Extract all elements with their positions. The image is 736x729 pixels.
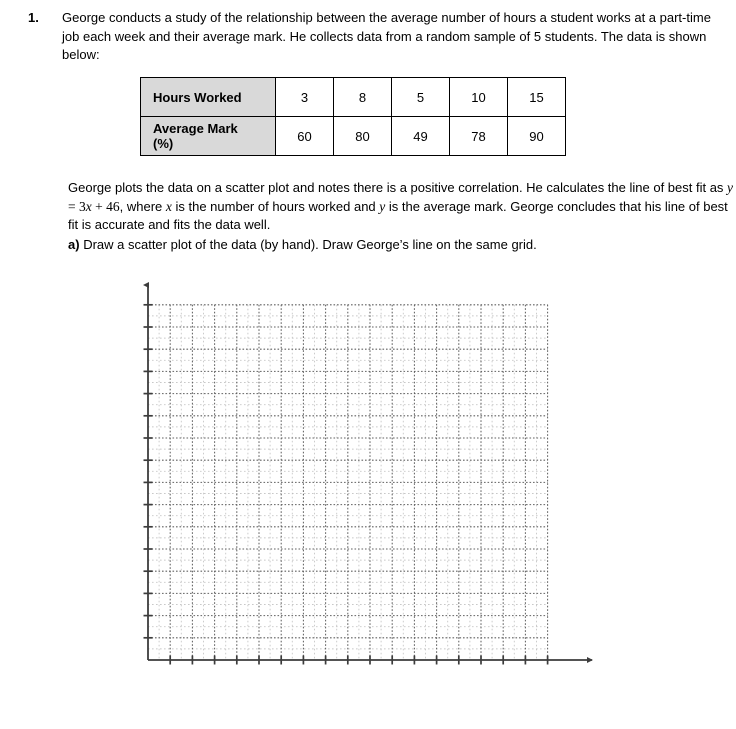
equation-y: y (727, 180, 734, 195)
paragraph-sentence-3: is the number of hours worked and (171, 198, 380, 214)
paragraph-sentence-1: George plots the data on a scatter plot and notes there is a positive correlation. He calculates the line of best fit as (68, 180, 728, 195)
cell-hours-4: 10 (450, 78, 508, 117)
cell-hours-3: 5 (392, 78, 450, 117)
question-block (0, 0, 736, 65)
data-table (140, 77, 566, 156)
equation-x: x (85, 198, 92, 214)
paragraph-sentence-2: , where (119, 198, 166, 214)
paragraph-x-variable: x (165, 198, 172, 214)
equation-plus: + (91, 198, 107, 214)
table-row (141, 78, 566, 117)
row-header-average-mark (141, 117, 276, 156)
cell-mark-5: 90 (508, 117, 566, 156)
grid-major-lines (148, 305, 548, 660)
cell-mark-3: 49 (392, 117, 450, 156)
equation-equals: = (68, 198, 79, 214)
paragraph-block (68, 179, 736, 235)
question-number: 1. (28, 10, 39, 25)
question-text: George conducts a study of the relationship between the average number of hours a student works at a part-time job each week and their average mark. He collects data from a random sample of 5 students. The data is shown below: (62, 10, 711, 62)
row-header-label: Hours Worked (153, 89, 242, 105)
axis-ticks (144, 305, 548, 665)
table-row (141, 117, 566, 156)
cell-mark-2: 80 (334, 117, 392, 156)
row-header-label: Average Mark (153, 121, 238, 136)
grid-svg (130, 275, 610, 685)
paragraph-y-variable: y (379, 198, 386, 214)
cell-hours-2: 8 (334, 78, 392, 117)
data-table-container (140, 77, 566, 156)
cell-hours-1: 3 (276, 78, 334, 117)
scatter-plot-grid[interactable] (130, 275, 610, 685)
question-row (0, 0, 736, 65)
row-header-hours-worked (141, 78, 276, 117)
part-a-text: Draw a scatter plot of the data (by hand). Draw George’s line on the same grid. (83, 237, 537, 252)
equation-intercept: 46 (106, 198, 120, 214)
paragraph-text (68, 179, 736, 235)
equation-coefficient: 3 (79, 198, 86, 214)
part-a-label: a) (68, 237, 80, 252)
cell-mark-4: 78 (450, 117, 508, 156)
paragraph-sentence-4: is the average mark. George concludes that his line of best fit is accurate and fits the data well. (68, 198, 728, 232)
cell-hours-5: 15 (508, 78, 566, 117)
cell-mark-1: 60 (276, 117, 334, 156)
row-header-label-unit: (%) (153, 136, 174, 151)
part-a-block (68, 236, 736, 254)
